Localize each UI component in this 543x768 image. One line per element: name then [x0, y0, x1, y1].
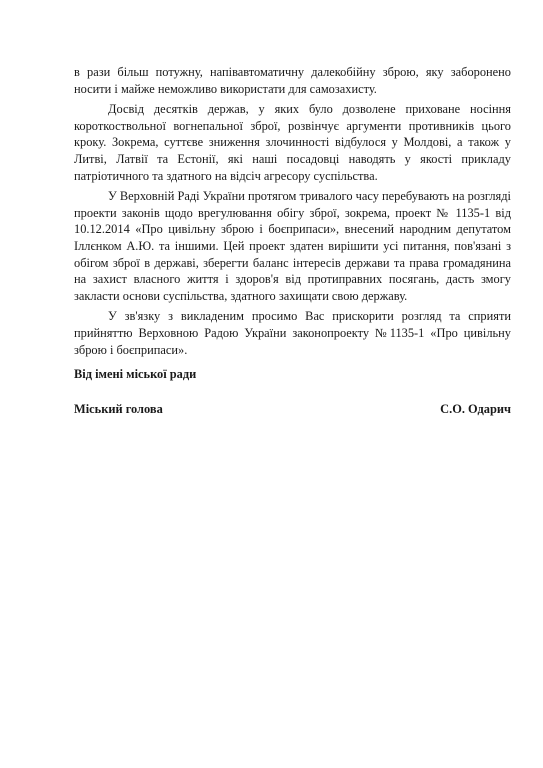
signature-block — [74, 401, 511, 417]
paragraph-foreign-experience: Досвід десятків держав, у яких було дозволене приховане носіння короткоствольної вогнепальної зброї, розвінчує аргументи противників цього кроку. Зокрема, суттєве зниження злочинності відбулося у Молдові, а також у Литві, Латвії та Естонії, які наші посадовці наводять у якості прикладу патріотичного та здатного на відсіч агресору суспільства. — [74, 102, 511, 183]
signatory-title: Міський голова — [74, 402, 163, 416]
closing-line: Від імені міської ради — [74, 367, 197, 381]
paragraph-draft-laws: У Верховній Раді України протягом тривалого часу перебувають на розгляді проекти законів щодо врегулювання обігу зброї, зокрема, проект № 1135-1 від 10.12.2014 «Про цивільну зброю і боєприпаси», внесений народним депутатом Іллєнком А.Ю. та іншими. Цей проект здатен вирішити усі питання, пов'язані з обігом зброї в державі, зберегти баланс інтересів держави та права громадянина на захист власного життя і здоров'я від протиправних посягань, дасть змогу закласти основи суспільства, здатного захищати свою державу. — [74, 189, 511, 303]
paragraph-continuation: в рази більш потужну, напівавтоматичну далекобійну зброю, яку заборонено носити і майже неможливо використати для самозахисту. — [74, 65, 511, 96]
signatory-name: С.О. Одарич — [440, 402, 511, 416]
paragraph-request: У зв'язку з викладеним просимо Вас прискорити розгляд та сприяти прийняттю Верховною Радою України законопроекту №1135-1 «Про цивільну зброю і боєприпаси». — [74, 309, 511, 357]
letter-body — [74, 64, 511, 362]
